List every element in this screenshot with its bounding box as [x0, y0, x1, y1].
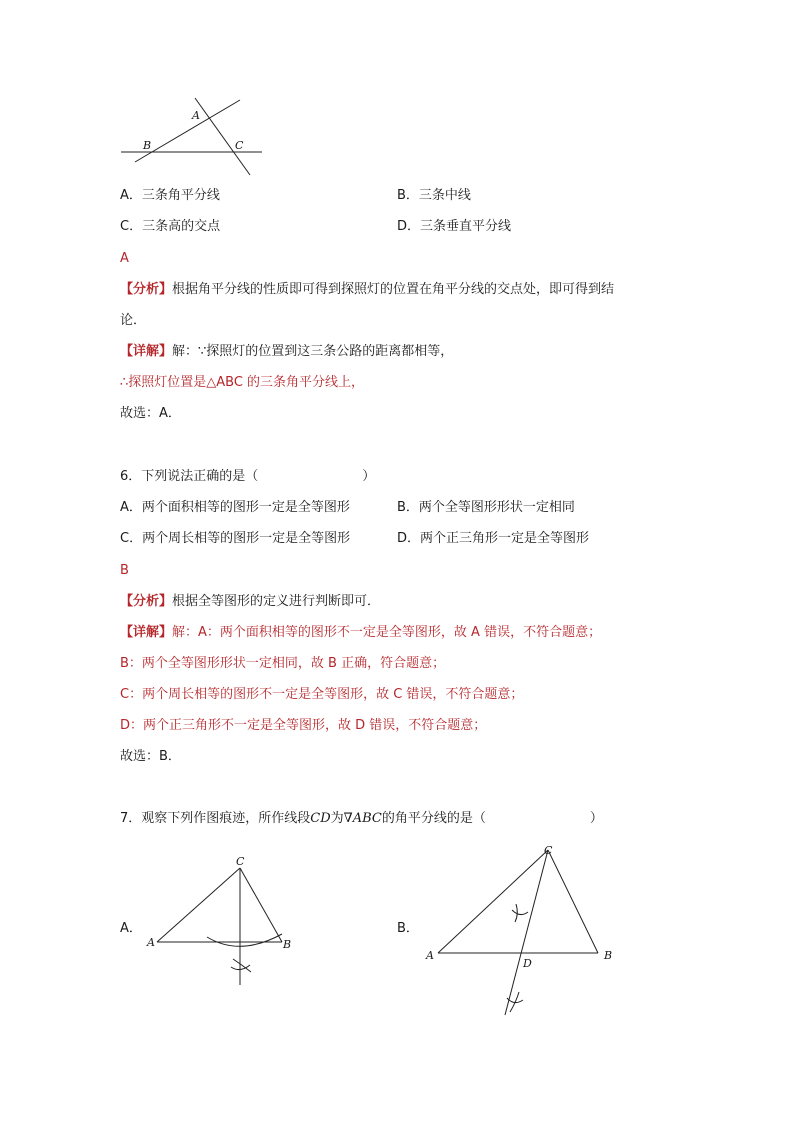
figB-label-a: A: [426, 949, 434, 962]
q5-option-b: B．三条中线: [397, 188, 471, 203]
q6-conclusion: 故选：B．: [120, 749, 181, 764]
detail-tag: 【详解】: [120, 625, 173, 640]
figB-label-b: B: [604, 949, 613, 962]
q7-stem: [120, 810, 603, 828]
figB-label-d: D: [523, 957, 532, 970]
analysis-text: 根据全等图形的定义进行判断即可．: [172, 594, 381, 609]
q5-option-a: A．三条角平分线: [120, 188, 220, 203]
analysis-tag: 【分析】: [120, 282, 173, 297]
q5-option-c: C．三条高的交点: [120, 219, 221, 234]
figure-q5-triangle: [115, 95, 270, 185]
figA-label-b: B: [283, 938, 292, 951]
q5-option-d: D．三条垂直平分线: [397, 219, 512, 234]
figA-label-a: A: [147, 936, 155, 949]
analysis-text: 根据角平分线的性质即可得到探照灯的位置在角平分线的交点处，即可得到结: [172, 282, 615, 297]
q5-analysis-cont: 论．: [120, 313, 147, 328]
q5-detail: [120, 343, 453, 361]
q7-option-b: B．: [397, 921, 419, 936]
label-c: C: [235, 139, 244, 152]
q6-detail-line2: B：两个全等图形形状一定相同，故 B 正确，符合题意；: [120, 656, 446, 671]
detail-text: 解：∵探照灯的位置到这三条公路的距离都相等，: [172, 344, 454, 359]
q6-option-d: D．两个正三角形一定是全等图形: [397, 531, 590, 546]
q6-detail: [120, 624, 601, 642]
q6-option-a: A．两个面积相等的图形一定是全等图形: [120, 500, 350, 515]
triangle-abc: ∇ABC: [343, 811, 382, 826]
figB-label-c: C: [544, 844, 553, 857]
q5-conclusion: 故选：A．: [120, 406, 181, 421]
road-line-ab: [135, 100, 240, 162]
q6-stem: 6．下列说法正确的是（ ）: [120, 469, 376, 484]
q6-detail-line3: C：两个周长相等的图形不一定是全等图形，故 C 错误，不符合题意；: [120, 687, 524, 702]
detail-text: 解：A：两个面积相等的图形不一定是全等图形，故 A 错误，不符合题意；: [172, 625, 602, 640]
label-a: A: [192, 109, 200, 122]
q5-detail-line2: ∴探照灯位置是△ABC 的三条角平分线上，: [120, 375, 365, 390]
stem-mid: 为: [330, 811, 344, 826]
q5-analysis: [120, 281, 614, 299]
q6-option-c: C．两个周长相等的图形一定是全等图形: [120, 531, 351, 546]
q6-analysis: [120, 593, 380, 611]
q6-answer: B: [120, 563, 129, 578]
figure-q7-option-a: [145, 855, 305, 995]
figA-label-c: C: [236, 855, 245, 868]
detail-tag: 【详解】: [120, 344, 173, 359]
label-b: B: [143, 139, 152, 152]
q6-detail-line4: D：两个正三角形不一定是全等图形，故 D 错误，不符合题意；: [120, 718, 487, 733]
figure-q7-option-b: [420, 840, 620, 1020]
stem-pre: 7．观察下列作图痕迹，所作线段: [120, 811, 311, 826]
road-line-ac: [195, 98, 250, 175]
analysis-tag: 【分析】: [120, 594, 173, 609]
q6-option-b: B．两个全等图形形状一定相同: [397, 500, 575, 515]
q5-answer: A: [120, 251, 129, 266]
q7-option-a: A．: [120, 921, 142, 936]
stem-post: 的角平分线的是（ ）: [381, 811, 603, 826]
segment-cd: CD: [310, 811, 331, 826]
